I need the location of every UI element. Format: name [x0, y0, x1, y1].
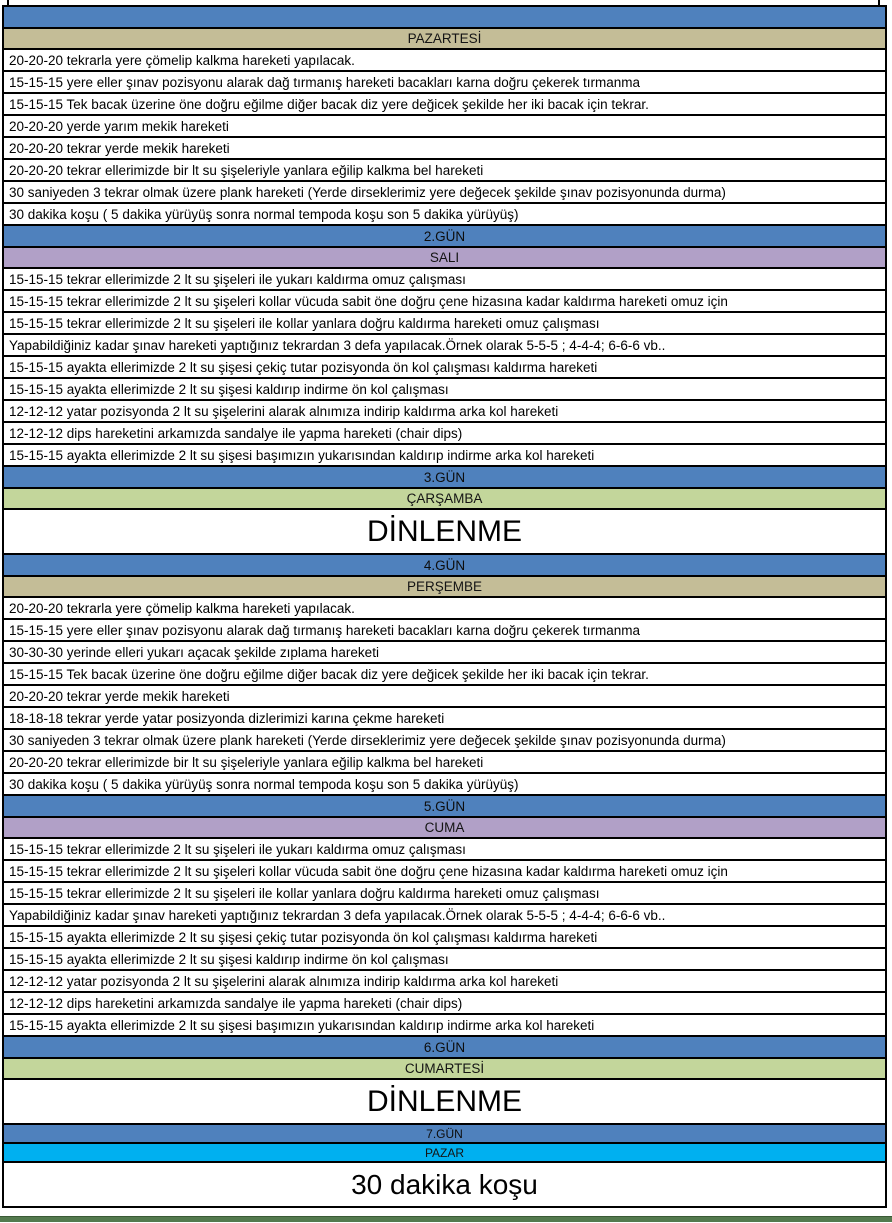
- exercise-row: [4, 269, 885, 291]
- exercise-text: 15-15-15 tekrar ellerimizde 2 lt su şişeleri ile kollar yanlara doğru kaldırma hareketi omuz çalışması: [9, 885, 600, 901]
- bottom-green-bar: [0, 1216, 892, 1222]
- exercise-row: [4, 423, 885, 445]
- exercise-text: 30 dakika koşu ( 5 dakika yürüyüş sonra normal tempoda koşu son 5 dakika yürüyüş): [9, 206, 519, 222]
- day-number-header-4: [4, 555, 885, 577]
- cell-border-mark-left: [7, 0, 9, 5]
- exercise-text: 15-15-15 tekrar ellerimizde 2 lt su şişeleri ile yukarı kaldırma omuz çalışması: [9, 841, 466, 857]
- exercise-row: [4, 905, 885, 927]
- day-number-header-1: [4, 7, 885, 29]
- exercise-text: 20-20-20 yerde yarım mekik hareketi: [9, 118, 229, 134]
- exercise-text: 15-15-15 ayakta ellerimizde 2 lt su şişesi kaldırıp indirme ön kol çalışması: [9, 951, 449, 967]
- exercise-row: [4, 116, 885, 138]
- exercise-text: 20-20-20 tekrar yerde mekik hareketi: [9, 140, 230, 156]
- exercise-text: 12-12-12 yatar pozisyonda 2 lt su şişelerini alarak alnımıza indirip kaldırma arka kol hareketi: [9, 973, 559, 989]
- exercise-row: [4, 686, 885, 708]
- exercise-row: [4, 949, 885, 971]
- exercise-text: 15-15-15 Tek bacak üzerine öne doğru eğilme diğer bacak diz yere değicek şekilde her iki bacak için tekrar.: [9, 96, 649, 112]
- exercise-text: 12-12-12 dips hareketini arkamızda sandalye ile yapma hareketi (chair dips): [9, 425, 463, 441]
- exercise-row: [4, 379, 885, 401]
- exercise-text: 15-15-15 tekrar ellerimizde 2 lt su şişeleri kollar vücuda sabit öne doğru çene hizasına kadar kaldırma hareketi omuz için: [9, 293, 728, 309]
- day-number-label: 6.GÜN: [423, 1039, 466, 1055]
- exercise-text: 15-15-15 yere eller şınav pozisyonu alarak dağ tırmanış hareketi bacakları karna doğru çekerek tırmanma: [9, 622, 641, 638]
- sunday-activity-row: [4, 1163, 885, 1208]
- day-number-label: 7.GÜN: [426, 1126, 463, 1141]
- exercise-row: [4, 204, 885, 226]
- day-name-label: ÇARŞAMBA: [406, 491, 483, 506]
- exercise-text: 30 saniyeden 3 tekrar olmak üzere plank hareketi (Yerde dirseklerimiz yere değecek şekilde şınav pozisyonunda durma): [9, 732, 726, 748]
- day-name-header-2: [4, 248, 885, 269]
- exercise-row: [4, 861, 885, 883]
- rest-label: DİNLENME: [366, 514, 523, 548]
- day-number-label: 3.GÜN: [423, 469, 466, 485]
- cell-border-mark-right: [878, 0, 880, 5]
- exercise-text: 20-20-20 tekrar ellerimizde bir lt su şişeleriyle yanlara eğilip kalkma bel hareketi: [9, 754, 484, 770]
- exercise-row: [4, 291, 885, 313]
- exercise-text: Yapabildiğiniz kadar şınav hareketi yaptığınız tekrardan 3 defa yapılacak.Örnek olarak 5-5-5 ; 4-4-4; 6-6-6 vb..: [9, 907, 666, 923]
- exercise-text: 20-20-20 tekrar ellerimizde bir lt su şişeleriyle yanlara eğilip kalkma bel hareketi: [9, 162, 484, 178]
- exercise-text: 15-15-15 ayakta ellerimizde 2 lt su şişesi çekiç tutar pozisyonda ön kol çalışması kaldırma hareketi: [9, 359, 598, 375]
- exercise-text: 30-30-30 yerinde elleri yukarı açacak şekilde zıplama hareketi: [9, 644, 379, 660]
- exercise-row: [4, 72, 885, 94]
- exercise-row: [4, 993, 885, 1015]
- exercise-row: [4, 752, 885, 774]
- day-name-header-6: [4, 1059, 885, 1080]
- day-name-label: CUMARTESİ: [404, 1061, 485, 1076]
- exercise-row: [4, 927, 885, 949]
- workout-schedule-table: [2, 5, 887, 1208]
- day-name-label: PAZARTESİ: [407, 31, 482, 46]
- exercise-text: 30 dakika koşu ( 5 dakika yürüyüş sonra normal tempoda koşu son 5 dakika yürüyüş): [9, 776, 519, 792]
- day-number-header-3: [4, 467, 885, 489]
- exercise-row: [4, 160, 885, 182]
- bottom-margin: [0, 1208, 892, 1216]
- exercise-text: 20-20-20 tekrarla yere çömelip kalkma hareketi yapılacak.: [9, 52, 355, 68]
- exercise-row: [4, 598, 885, 620]
- day-name-label: CUMA: [424, 820, 465, 835]
- exercise-row: [4, 182, 885, 204]
- exercise-row: [4, 94, 885, 116]
- partial-row-above: [0, 0, 892, 5]
- activity-label: 30 dakika koşu: [351, 1168, 538, 1200]
- exercise-row: [4, 401, 885, 423]
- day-name-header-1: [4, 29, 885, 50]
- exercise-text: Yapabildiğiniz kadar şınav hareketi yaptığınız tekrardan 3 defa yapılacak.Örnek olarak 5-5-5 ; 4-4-4; 6-6-6 vb..: [9, 337, 666, 353]
- day-name-header-5: [4, 818, 885, 839]
- day-number-label: 2.GÜN: [423, 228, 466, 244]
- rest-row: [4, 1080, 885, 1125]
- exercise-row: [4, 774, 885, 796]
- exercise-row: [4, 313, 885, 335]
- exercise-row: [4, 335, 885, 357]
- exercise-text: 15-15-15 yere eller şınav pozisyonu alarak dağ tırmanış hareketi bacakları karna doğru çekerek tırmanma: [9, 74, 641, 90]
- day-number-label: 5.GÜN: [423, 798, 466, 814]
- exercise-text: 15-15-15 ayakta ellerimizde 2 lt su şişesi kaldırıp indirme ön kol çalışması: [9, 381, 449, 397]
- exercise-text: 15-15-15 ayakta ellerimizde 2 lt su şişesi başımızın yukarısından kaldırıp indirme arka kol hareketi: [9, 1017, 595, 1033]
- exercise-row: [4, 50, 885, 72]
- exercise-text: 20-20-20 tekrarla yere çömelip kalkma hareketi yapılacak.: [9, 600, 355, 616]
- exercise-text: 12-12-12 yatar pozisyonda 2 lt su şişelerini alarak alnımıza indirip kaldırma arka kol hareketi: [9, 403, 559, 419]
- exercise-text: 12-12-12 dips hareketini arkamızda sandalye ile yapma hareketi (chair dips): [9, 995, 463, 1011]
- day-number-label: 4.GÜN: [423, 557, 466, 573]
- rest-row: [4, 510, 885, 555]
- day-name-label: SALI: [429, 250, 460, 265]
- exercise-row: [4, 620, 885, 642]
- day-number-header-2: [4, 226, 885, 248]
- day-name-label: PAZAR: [424, 1145, 465, 1160]
- day-number-header-5: [4, 796, 885, 818]
- exercise-row: [4, 971, 885, 993]
- exercise-row: [4, 445, 885, 467]
- exercise-row: [4, 730, 885, 752]
- exercise-row: [4, 642, 885, 664]
- exercise-row: [4, 839, 885, 861]
- exercise-text: 15-15-15 Tek bacak üzerine öne doğru eğilme diğer bacak diz yere değicek şekilde her iki bacak için tekrar.: [9, 666, 649, 682]
- exercise-row: [4, 664, 885, 686]
- exercise-text: 18-18-18 tekrar yerde yatar posizyonda dizlerimizi karına çekme hareketi: [9, 710, 445, 726]
- exercise-text: 15-15-15 tekrar ellerimizde 2 lt su şişeleri kollar vücuda sabit öne doğru çene hizasına kadar kaldırma hareketi omuz için: [9, 863, 728, 879]
- exercise-row: [4, 357, 885, 379]
- exercise-text: 30 saniyeden 3 tekrar olmak üzere plank hareketi (Yerde dirseklerimiz yere değecek şekilde şınav pozisyonunda durma): [9, 184, 726, 200]
- exercise-text: 20-20-20 tekrar yerde mekik hareketi: [9, 688, 230, 704]
- exercise-text: 15-15-15 tekrar ellerimizde 2 lt su şişeleri ile yukarı kaldırma omuz çalışması: [9, 271, 466, 287]
- exercise-text: 15-15-15 tekrar ellerimizde 2 lt su şişeleri ile kollar yanlara doğru kaldırma hareketi omuz çalışması: [9, 315, 600, 331]
- exercise-row: [4, 883, 885, 905]
- exercise-text: 15-15-15 ayakta ellerimizde 2 lt su şişesi başımızın yukarısından kaldırıp indirme arka kol hareketi: [9, 447, 595, 463]
- day-name-header-7: [4, 1144, 885, 1163]
- day-number-header-7: [4, 1125, 885, 1144]
- day-name-header-4: [4, 577, 885, 598]
- day-name-header-3: [4, 489, 885, 510]
- exercise-text: 15-15-15 ayakta ellerimizde 2 lt su şişesi çekiç tutar pozisyonda ön kol çalışması kaldırma hareketi: [9, 929, 598, 945]
- day-name-label: PERŞEMBE: [406, 579, 483, 594]
- exercise-row: [4, 1015, 885, 1037]
- day-number-header-6: [4, 1037, 885, 1059]
- exercise-row: [4, 138, 885, 160]
- exercise-row: [4, 708, 885, 730]
- rest-label: DİNLENME: [366, 1084, 523, 1118]
